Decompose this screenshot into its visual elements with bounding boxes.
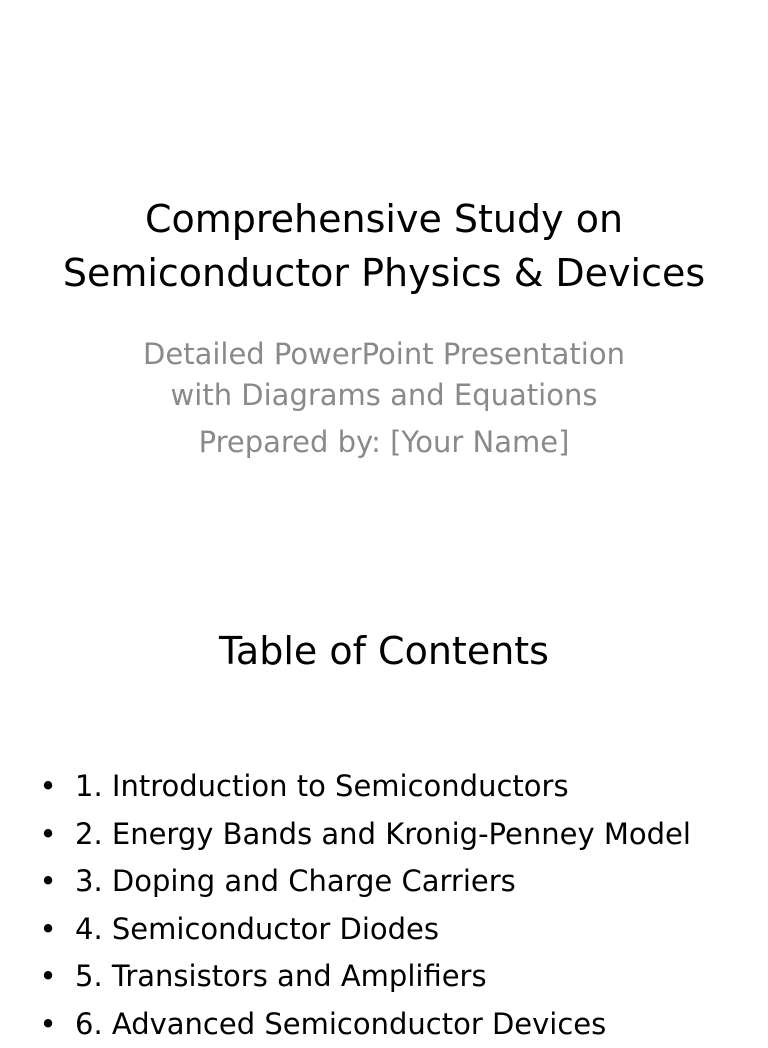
bullet-icon: • <box>38 763 58 811</box>
bullet-icon: • <box>38 953 58 1001</box>
presentation-subtitle <box>40 334 728 463</box>
title-line-1: Comprehensive Study on <box>145 197 623 241</box>
bullet-icon: • <box>38 858 58 906</box>
bullet-icon: • <box>38 811 58 859</box>
table-of-contents-slide <box>0 576 768 1024</box>
toc-item-label: 5. Transistors and Amplifiers <box>75 959 487 993</box>
toc-item-5 <box>38 953 748 1001</box>
toc-item-label: 3. Doping and Charge Carriers <box>75 864 516 898</box>
toc-heading: Table of Contents <box>40 626 728 676</box>
toc-item-1 <box>38 763 748 811</box>
subtitle-line-2: with Diagrams and Equations <box>40 375 728 416</box>
toc-item-3 <box>38 858 748 906</box>
toc-item-label: 1. Introduction to Semiconductors <box>75 769 569 803</box>
bullet-icon: • <box>38 1001 58 1048</box>
toc-list <box>38 763 748 1048</box>
toc-item-label: 2. Energy Bands and Kronig-Penney Model <box>75 817 691 851</box>
toc-item-label: 6. Advanced Semiconductor Devices <box>75 1007 606 1041</box>
subtitle-line-1: Detailed PowerPoint Presentation <box>40 334 728 375</box>
toc-item-label: 4. Semiconductor Diodes <box>75 912 439 946</box>
author-line: Prepared by: [Your Name] <box>40 422 728 463</box>
toc-item-6 <box>38 1001 748 1048</box>
toc-item-2 <box>38 811 748 859</box>
bullet-icon: • <box>38 906 58 954</box>
toc-item-4 <box>38 906 748 954</box>
title-line-2: Semiconductor Physics & Devices <box>63 251 705 295</box>
presentation-title <box>40 192 728 300</box>
